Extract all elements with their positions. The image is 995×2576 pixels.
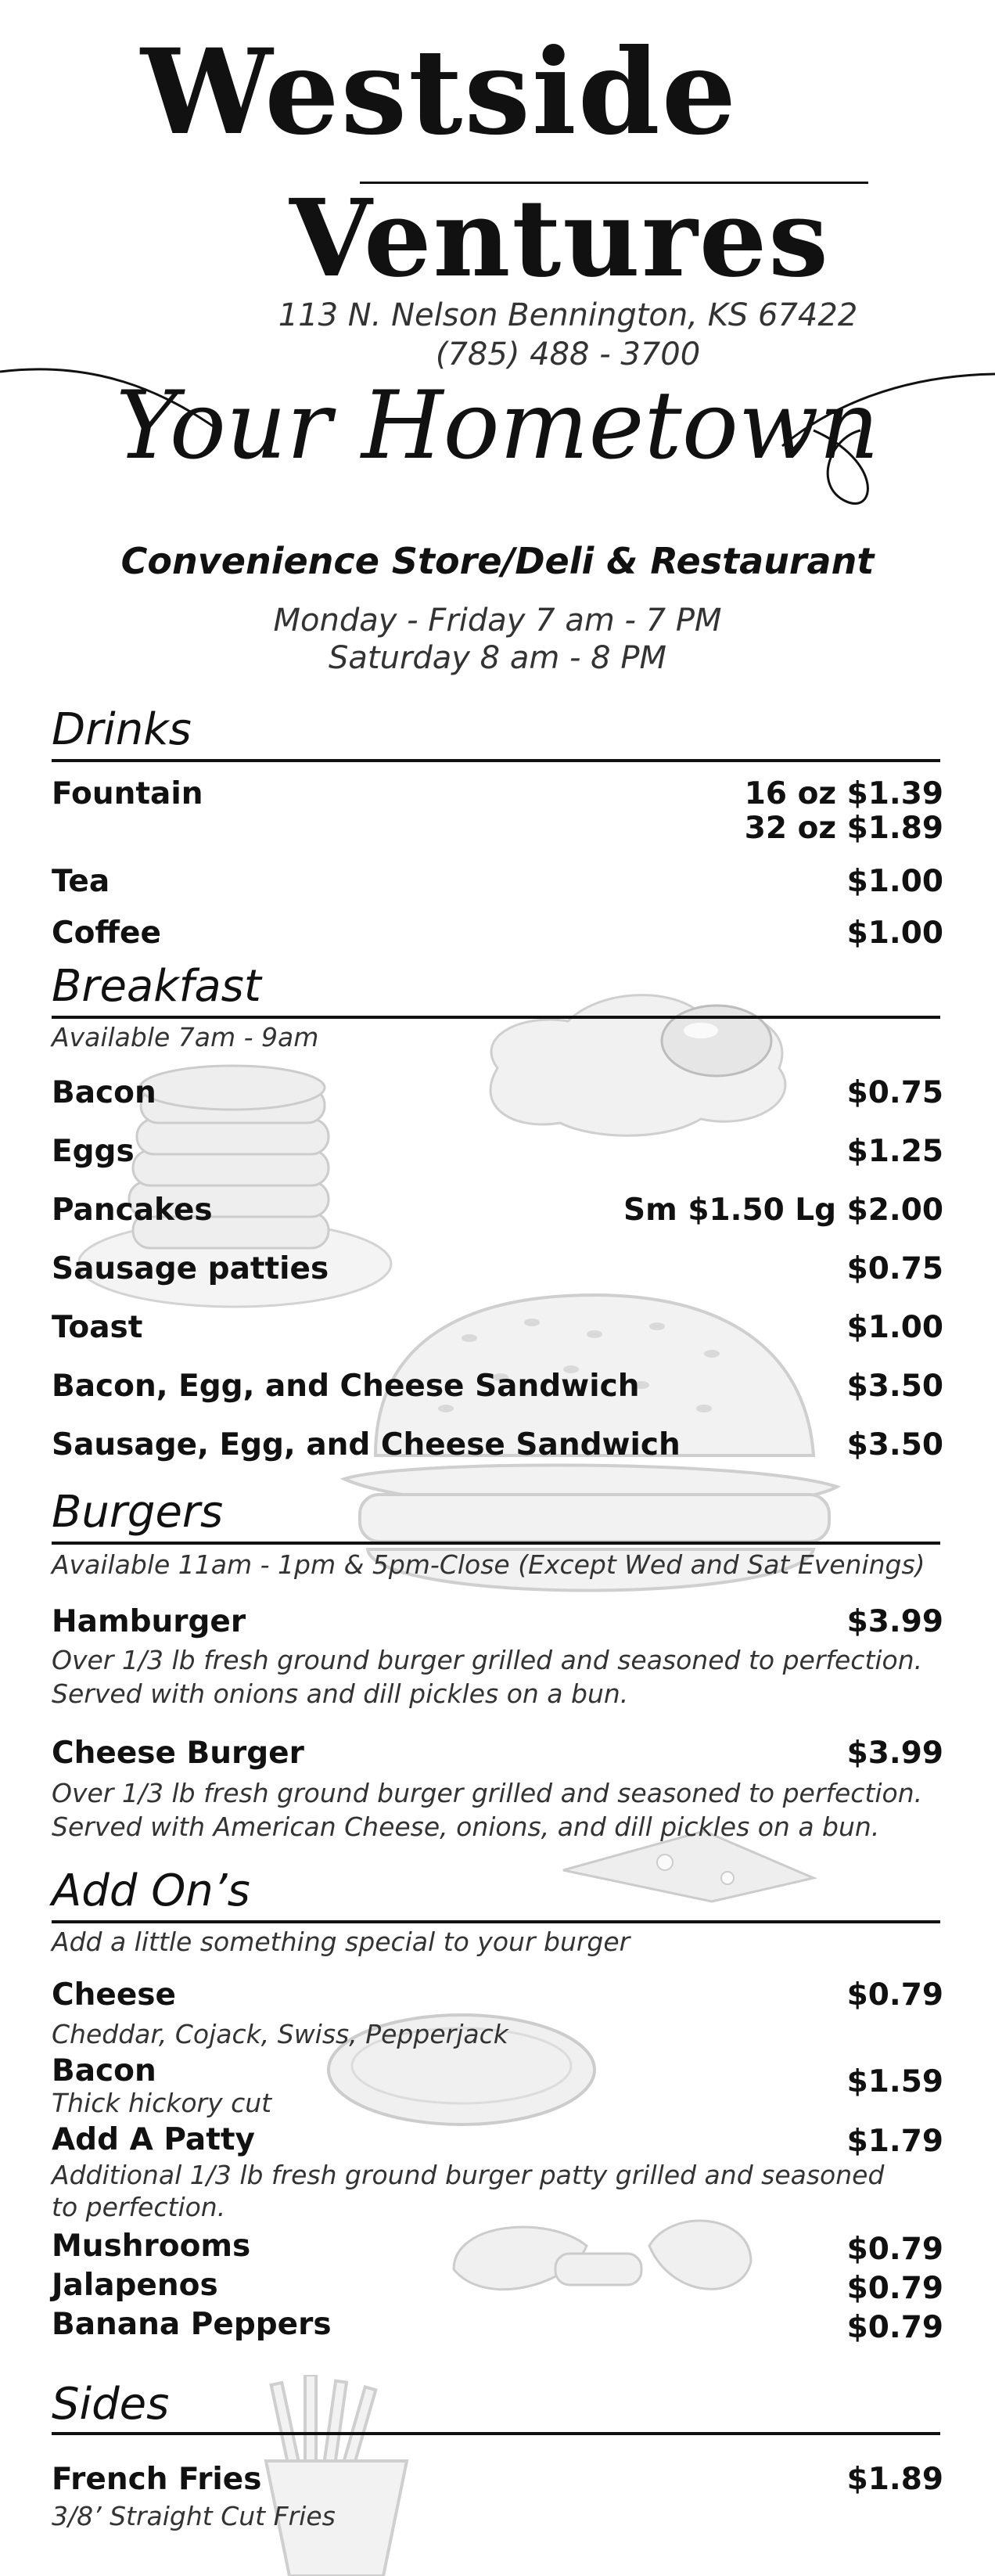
section-title-drinks: Drinks [52, 704, 192, 755]
menu-item-hamburger: Hamburger [52, 1604, 246, 1639]
price-bacon-egg-cheese-sandwich: $3.50 [846, 1369, 943, 1404]
price-add-a-patty: $1.79 [846, 2124, 943, 2159]
section-rule-breakfast [52, 1016, 940, 1019]
menu-item-sausage-patties: Sausage patties [52, 1251, 329, 1286]
price-toast: $1.00 [846, 1310, 943, 1345]
menu-item-add-a-patty: Add A Patty [52, 2122, 255, 2157]
cheese-varieties: Cheddar, Cojack, Swiss, Pepperjack [52, 2019, 508, 2049]
section-rule-addons [52, 1920, 940, 1923]
menu-item-coffee: Coffee [52, 916, 161, 951]
price-cheese: $0.79 [846, 1977, 943, 2013]
store-subtitle: Convenience Store/Deli & Restaurant [120, 540, 875, 582]
hours-saturday: Saturday 8 am - 8 PM [329, 640, 666, 676]
menu-item-cheese: Cheese [52, 1977, 176, 2013]
address: 113 N. Nelson Bennington, KS 67422 [278, 297, 858, 333]
mushroom-illustration [438, 2199, 767, 2324]
section-title-breakfast: Breakfast [52, 961, 261, 1012]
section-title-burgers: Burgers [52, 1487, 224, 1538]
section-title-sides: Sides [52, 2379, 170, 2430]
price-tea: $1.00 [846, 864, 943, 899]
french-fries-description: 3/8’ Straight Cut Fries [52, 2501, 336, 2531]
price-cheese-burger: $3.99 [846, 1736, 943, 1771]
price-hamburger: $3.99 [846, 1604, 943, 1639]
price-french-fries: $1.89 [846, 2462, 943, 2497]
menu-item-addon-bacon: Bacon [52, 2053, 156, 2089]
section-rule-drinks [52, 759, 940, 762]
cheese-burger-description-line-1: Over 1/3 lb fresh ground burger grilled and seasoned to perfection. [52, 1778, 923, 1808]
price-addon-bacon: $1.59 [846, 2064, 943, 2099]
menu-item-cheese-burger: Cheese Burger [52, 1736, 304, 1771]
hamburger-description-line-1: Over 1/3 lb fresh ground burger grilled and seasoned to perfection. [52, 1645, 923, 1675]
cheese-burger-description-line-2: Served with American Cheese, onions, and dill pickles on a bun. [52, 1811, 880, 1842]
menu-item-bacon-egg-cheese-sandwich: Bacon, Egg, and Cheese Sandwich [52, 1369, 640, 1404]
section-title-addons: Add On’s [52, 1865, 250, 1916]
menu-item-toast: Toast [52, 1310, 143, 1345]
price-sausage-patties: $0.75 [846, 1251, 943, 1286]
burgers-availability: Available 11am - 1pm & 5pm-Close (Except Wed and Sat Evenings) [52, 1549, 925, 1580]
tagline: Your Hometown [116, 372, 879, 480]
menu-item-jalapenos: Jalapenos [52, 2268, 218, 2303]
price-pancakes: Sm $1.50 Lg $2.00 [623, 1193, 943, 1228]
hamburger-description-line-2: Served with onions and dill pickles on a bun. [52, 1678, 629, 1709]
price-coffee: $1.00 [846, 916, 943, 951]
menu-item-mushrooms: Mushrooms [52, 2229, 251, 2264]
add-a-patty-description-line-1: Additional 1/3 lb fresh ground burger patty grilled and seasoned [52, 2160, 885, 2190]
price-sausage-egg-cheese-sandwich: $3.50 [846, 1427, 943, 1462]
menu-item-sausage-egg-cheese-sandwich: Sausage, Egg, and Cheese Sandwich [52, 1427, 681, 1462]
price-bacon: $0.75 [846, 1075, 943, 1110]
section-rule-sides [52, 2432, 940, 2435]
fried-egg-illustration [466, 982, 810, 1146]
price-fountain-16oz: 16 oz $1.39 [744, 776, 943, 811]
phone: (785) 488 - 3700 [435, 336, 701, 372]
brand-line-2: Ventures [289, 176, 830, 301]
section-rule-burgers [52, 1542, 940, 1545]
price-mushrooms: $0.79 [846, 2232, 943, 2267]
menu-item-bacon: Bacon [52, 1075, 156, 1110]
addons-note: Add a little something special to your burger [52, 1927, 630, 1957]
price-eggs: $1.25 [846, 1134, 943, 1169]
hours-weekday: Monday - Friday 7 am - 7 PM [273, 603, 722, 639]
price-banana-peppers: $0.79 [846, 2310, 943, 2345]
breakfast-availability: Available 7am - 9am [52, 1022, 319, 1052]
menu-item-tea: Tea [52, 864, 110, 899]
menu-item-fountain: Fountain [52, 776, 203, 811]
menu-item-banana-peppers: Banana Peppers [52, 2307, 332, 2342]
menu-item-french-fries: French Fries [52, 2462, 262, 2497]
price-jalapenos: $0.79 [846, 2271, 943, 2306]
brand-line-1: Westside [141, 23, 738, 161]
price-fountain-32oz: 32 oz $1.89 [744, 811, 943, 846]
add-a-patty-description-line-2: to perfection. [52, 2192, 226, 2222]
menu-item-pancakes: Pancakes [52, 1193, 213, 1228]
menu-item-eggs: Eggs [52, 1134, 135, 1169]
fries-illustration [258, 2375, 415, 2576]
addon-bacon-description: Thick hickory cut [52, 2088, 272, 2118]
